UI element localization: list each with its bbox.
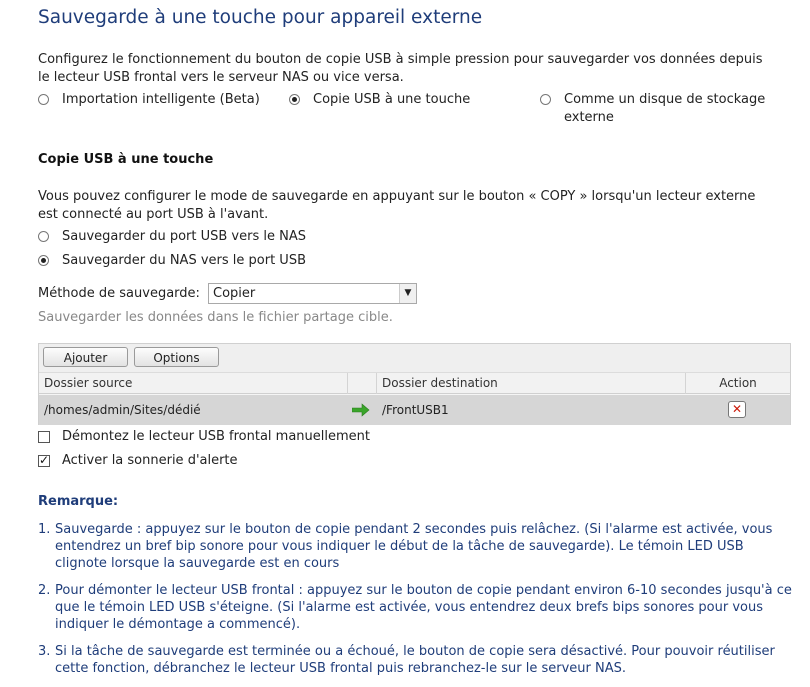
row-source: /homes/admin/Sites/dédié (44, 403, 201, 417)
chevron-down-icon[interactable]: ▼ (399, 284, 416, 303)
note-text: Si la tâche de sauvegarde est terminée ou a échoué, le bouton de copie sera désactivé. Pour pouvoir réutiliser cette fonction, débranchez le lecteur USB frontal puis rebranchez-le sur le serveur NAS. (55, 644, 775, 676)
checkbox-alarm[interactable] (38, 455, 50, 467)
remark-list (38, 521, 798, 687)
column-header-arrow (348, 373, 377, 394)
column-header-source[interactable]: Dossier source (39, 373, 348, 394)
list-item (38, 521, 798, 572)
column-header-action: Action (719, 376, 757, 390)
remark-title: Remarque: (38, 494, 119, 509)
method-label: Méthode de sauvegarde: (38, 286, 200, 301)
note-text: Sauvegarde : appuyez sur le bouton de copie pendant 2 secondes puis relâchez. (Si l'alarme est activée, vous entendrez un bref bip sonore pour vous indiquer le début de la tâche de sauvegarde). Le témoin LED USB clignote lorsque la sauvegarde est en cours (55, 522, 773, 571)
mode-label: Comme un disque de stockage externe (564, 92, 766, 125)
row-destination: /FrontUSB1 (382, 403, 449, 417)
mode-label: Copie USB à une touche (313, 92, 471, 107)
radio-usb-to-nas[interactable] (38, 231, 49, 242)
radio-one-touch[interactable] (289, 94, 300, 105)
section-description: Vous pouvez configurer le mode de sauvegarde en appuyant sur le bouton « COPY » lorsqu'un lecteur externe est connecté au port USB à l'avant. (38, 189, 756, 222)
option-label: Activer la sonnerie d'alerte (62, 453, 238, 468)
list-item (38, 643, 798, 677)
section-title: Copie USB à une touche (38, 152, 214, 167)
note-number: 3. (38, 644, 51, 659)
delete-icon[interactable]: ✕ (728, 401, 746, 418)
options-button[interactable]: Options (134, 347, 219, 367)
grid-toolbar (39, 344, 790, 372)
table-row[interactable] (39, 395, 790, 425)
intro-text: Configurez le fonctionnement du bouton de copie USB à simple pression pour sauvegarder vos données depuis le lecteur USB frontal vers le serveur NAS ou vice versa. (38, 52, 763, 85)
radio-nas-to-usb[interactable] (38, 255, 49, 266)
mode-label: Importation intelligente (Beta) (62, 92, 260, 107)
add-button[interactable]: Ajouter (43, 347, 128, 367)
backup-jobs-grid (38, 343, 791, 425)
grid-header (39, 372, 790, 394)
arrow-right-icon (352, 403, 370, 417)
note-number: 1. (38, 522, 51, 537)
method-select-value: Copier (213, 286, 256, 301)
direction-label: Sauvegarder du NAS vers le port USB (62, 253, 306, 268)
direction-label: Sauvegarder du port USB vers le NAS (62, 229, 306, 244)
note-text: Pour démonter le lecteur USB frontal : appuyez sur le bouton de copie pendant environ 6-10 secondes jusqu'à ce que le témoin LED USB s'éteigne. (Si l'alarme est activée, vous entendrez deux brefs bips sonores pour vous indiquer le démontage a commencé). (55, 583, 792, 632)
radio-external-disk[interactable] (540, 94, 551, 105)
method-select[interactable] (208, 283, 417, 304)
radio-smart-import[interactable] (38, 94, 49, 105)
column-header-destination[interactable]: Dossier destination (377, 373, 686, 394)
page-title: Sauvegarde à une touche pour appareil externe (38, 7, 483, 28)
checkbox-unmount[interactable] (38, 431, 50, 443)
option-label: Démontez le lecteur USB frontal manuellement (62, 429, 371, 444)
note-number: 2. (38, 583, 51, 598)
method-hint: Sauvegarder les données dans le fichier partage cible. (38, 310, 393, 325)
list-item (38, 582, 798, 633)
